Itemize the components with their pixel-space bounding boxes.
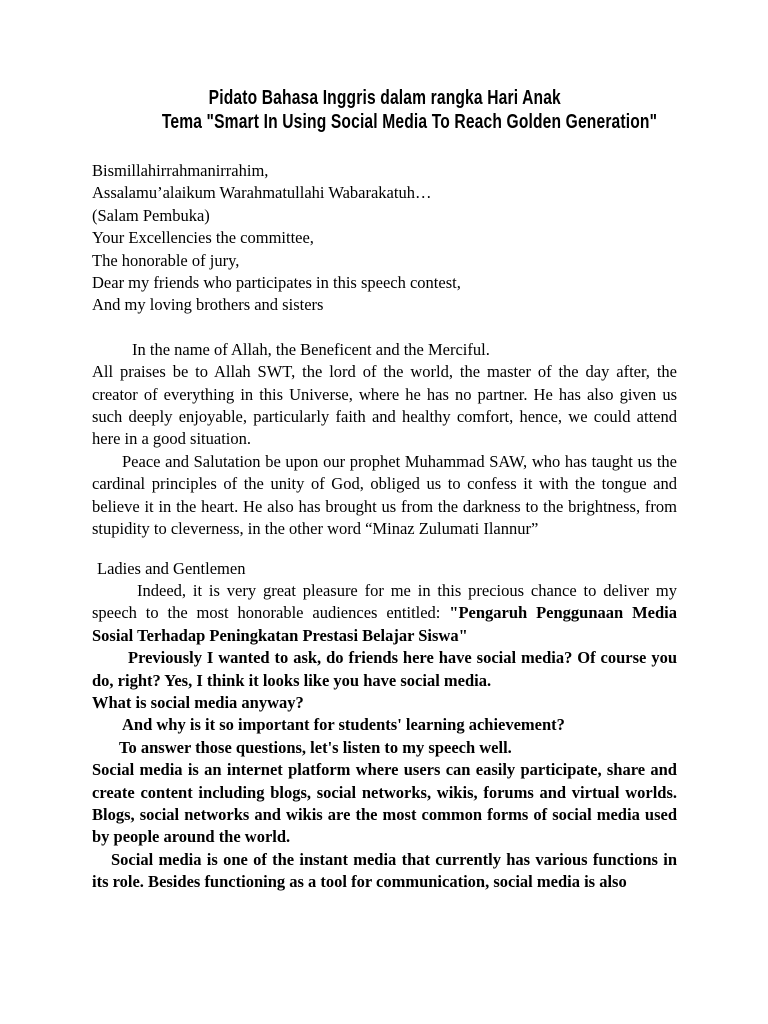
opening-line-friends: Dear my friends who participates in this speech contest, [92, 273, 461, 293]
opening-line-brothers: And my loving brothers and sisters [92, 295, 324, 315]
opening-line-bismillah: Bismillahirrahmanirrahim, [92, 161, 269, 180]
line-ladies-and-gentlemen: Ladies and Gentlemen [97, 558, 246, 578]
paragraph-indeed-normal-text: Indeed, it is very great pleasure for me in this precious chance to deliver my speech to the most honorable audiences entitled: [92, 580, 677, 623]
paragraph-peace-salutation: Peace and Salutation be upon our prophet Muhammad SAW, who has taught us the cardinal principles of the unity of God, obliged us to confess it with the tongue and believe it in the heart. He also has brought us from the darkness to the brightness, from stupidity to cleverness, in the other word “Minaz Zulumati Ilannur” [92, 451, 677, 539]
opening-line-assalamualaikum: Assalamu’alaikum Warahmatullahi Wabarakatuh… [92, 183, 432, 203]
opening-salutation [92, 160, 677, 317]
opening-line-salam-pembuka: (Salam Pembuka) [92, 205, 210, 225]
document-title [92, 86, 677, 134]
paragraph-social-media-definition: Social media is an internet platform where users can easily participate, share and create content including blogs, social networks, wikis, forums and virtual worlds. Blogs, social networks and wikis are the most common forms of social media used by people around the world. [92, 760, 677, 847]
line-why-important: And why is it so important for students' learning achievement? [122, 715, 565, 735]
line-to-answer: To answer those questions, let's listen to my speech well. [119, 737, 512, 757]
paragraph-indeed-thesis [92, 580, 677, 647]
opening-line-excellencies: Your Excellencies the committee, [92, 228, 314, 248]
thesis-title-bold-text: "Pengaruh Penggunaan Media Sosial Terhadap Peningkatan Prestasi Belajar Siswa" [92, 603, 677, 645]
title-line-1 [92, 86, 677, 110]
line-what-is-social-media: What is social media anyway? [92, 692, 304, 712]
title-line-1-text: Pidato Bahasa Inggris dalam rangka Hari Anak [208, 87, 561, 109]
title-line-2-text: Tema "Smart In Using Social Media To Reach Golden Generation" [161, 111, 658, 133]
paragraph-social-media-functions: Social media is one of the instant media that currently has various functions in its role. Besides functioning as a tool for communication, social media is also [92, 849, 677, 892]
paragraph-praises: All praises be to Allah SWT, the lord of the world, the master of the day after, the creator of everything in this Universe, where he has no partner. He has also given us such deeply enjoyable, particularly faith and healthy comfort, hence, we could attend here in a good situation. [92, 362, 677, 449]
line-in-the-name-of-allah: In the name of Allah, the Beneficent and the Merciful. [132, 339, 490, 359]
opening-line-jury: The honorable of jury, [92, 250, 240, 270]
title-line-2 [92, 110, 677, 134]
paragraph-previously-question: Previously I wanted to ask, do friends here have social media? Of course you do, right? Yes, I think it looks like you have social media. [92, 648, 677, 690]
